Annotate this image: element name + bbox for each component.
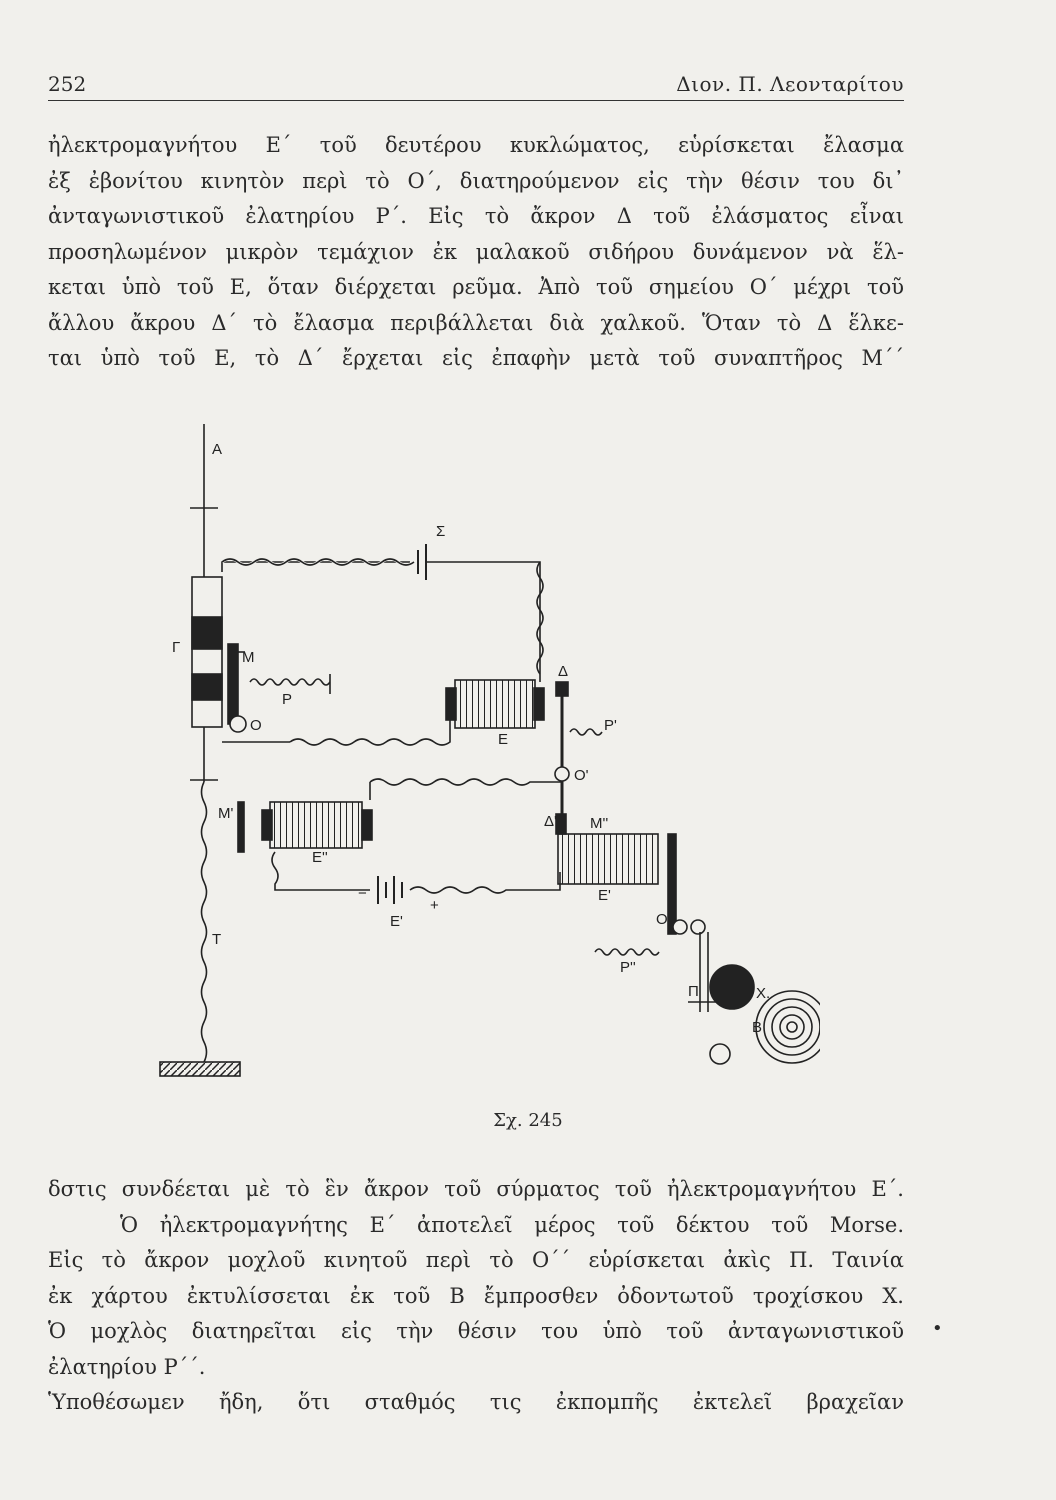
text-line: ἠλεκτρομαγνήτου Ε΄ τοῦ δευτέρου κυκλώματος, εὑρίσκεται ἔλασμα xyxy=(48,133,904,157)
morse-coil xyxy=(558,834,658,884)
label-o: O xyxy=(250,717,262,734)
relay-coil-e xyxy=(455,680,535,728)
label-a: A xyxy=(212,441,223,458)
text-line: Εἰς τὸ ἄκρον μοχλοῦ κινητοῦ περὶ τὸ Ο΄΄ εὑρίσκεται ἀκὶς Π. Ταινία xyxy=(48,1248,904,1272)
label-sigma: Σ xyxy=(436,523,446,540)
label-mdouble: M'' xyxy=(590,815,609,832)
text-line: ται ὑπὸ τοῦ Ε, τὸ Δ΄ ἔρχεται εἰς ἐπαφὴν μετὰ τοῦ συναπτῆρος Μ΄΄ xyxy=(48,346,904,370)
label-pi: Π xyxy=(688,983,699,1000)
label-pprime: P' xyxy=(604,717,617,734)
text-line: προσηλωμένον μικρὸν τεμάχιον ἐκ μαλακοῦ σιδήρου δυνάμενον νὰ ἕλ- xyxy=(48,239,904,264)
text-line: Ὁ μοχλὸς διατηρεῖται εἰς τὴν θέσιν του ὑπὸ τοῦ ἀνταγωνιστικοῦ xyxy=(48,1319,904,1343)
running-author: Διον. Π. Λεονταρίτου xyxy=(676,72,904,96)
label-t: T xyxy=(212,931,222,948)
telegraph-circuit-diagram xyxy=(100,412,820,1112)
text-line: ἀνταγωνιστικοῦ ἐλατηρίου Ρ΄. Εἰς τὸ ἄκρον Δ τοῦ ἐλάσματος εἶναι xyxy=(48,204,904,228)
running-header xyxy=(48,70,904,101)
paragraph-bottom xyxy=(48,1172,904,1421)
ground-wire xyxy=(202,782,207,1062)
spring-p2 xyxy=(595,949,659,955)
label-odouble: O'' xyxy=(656,911,674,928)
paragraph-top xyxy=(48,128,904,377)
text-line: ἄλλου ἄκρου Δ΄ τὸ ἔλασμα περιβάλλεται διὰ χαλκοῦ. Ὅταν τὸ Δ ἕλκε- xyxy=(48,310,904,335)
ground-icon xyxy=(160,1062,240,1076)
text-line: Ὁ ἠλεκτρομαγνήτης Ε΄ ἀποτελεῖ μέρος τοῦ δέκτου τοῦ Morse. xyxy=(120,1212,904,1237)
page-number: 252 xyxy=(48,72,87,96)
label-gamma: Γ xyxy=(172,639,181,656)
label-oprime: O' xyxy=(574,767,589,784)
label-eprime-battery: E' xyxy=(390,913,403,930)
spring-p xyxy=(250,679,330,685)
text-line: Ὑποθέσωμεν ἤδη, ὅτι σταθμός τις ἐκπομπῆς ἐκτελεῖ βραχεῖαν xyxy=(48,1390,904,1414)
label-eprime-coil: E' xyxy=(598,887,611,904)
pivot-o xyxy=(230,716,246,732)
label-plus: + xyxy=(430,897,439,914)
margin-mark: • xyxy=(932,1318,943,1339)
label-m: M xyxy=(242,649,255,666)
figure-caption: Σχ. 245 xyxy=(493,1110,563,1131)
label-pdouble: P'' xyxy=(620,959,636,976)
relay-coil-e2 xyxy=(270,802,362,848)
text-line: δστις συνδέεται μὲ τὸ ἓν ἄκρον τοῦ σύρματος τοῦ ἠλεκτρομαγνήτου Ε΄. xyxy=(48,1177,904,1201)
text-line: ἐξ ἐβονίτου κινητὸν περὶ τὸ Ο΄, διατηρούμενον εἰς τὴν θέσιν του δι᾽ xyxy=(48,168,904,193)
toothed-wheel-x xyxy=(710,965,754,1009)
label-deltaprime: Δ' xyxy=(544,813,557,830)
text-line: ἐλατηρίου Ρ΄΄. xyxy=(48,1354,206,1379)
label-e: E xyxy=(498,731,509,748)
label-delta: Δ xyxy=(558,663,569,680)
label-mprime: M' xyxy=(218,805,234,822)
label-edouble: E'' xyxy=(312,849,328,866)
label-b: B xyxy=(752,1019,763,1036)
text-line: κεται ὑπὸ τοῦ Ε, ὅταν διέρχεται ρεῦμα. Ἀπὸ τοῦ σημείου Ο΄ μέχρι τοῦ xyxy=(48,275,904,299)
label-minus: − xyxy=(358,885,367,902)
text-line: ἐκ χάρτου ἐκτυλίσσεται ἐκ τοῦ Β ἔμπροσθεν ὀδοντωτοῦ τροχίσκου Χ. xyxy=(48,1283,904,1308)
coherer-tube xyxy=(192,577,222,727)
label-x: X. xyxy=(756,985,771,1002)
label-p: P xyxy=(282,691,293,708)
